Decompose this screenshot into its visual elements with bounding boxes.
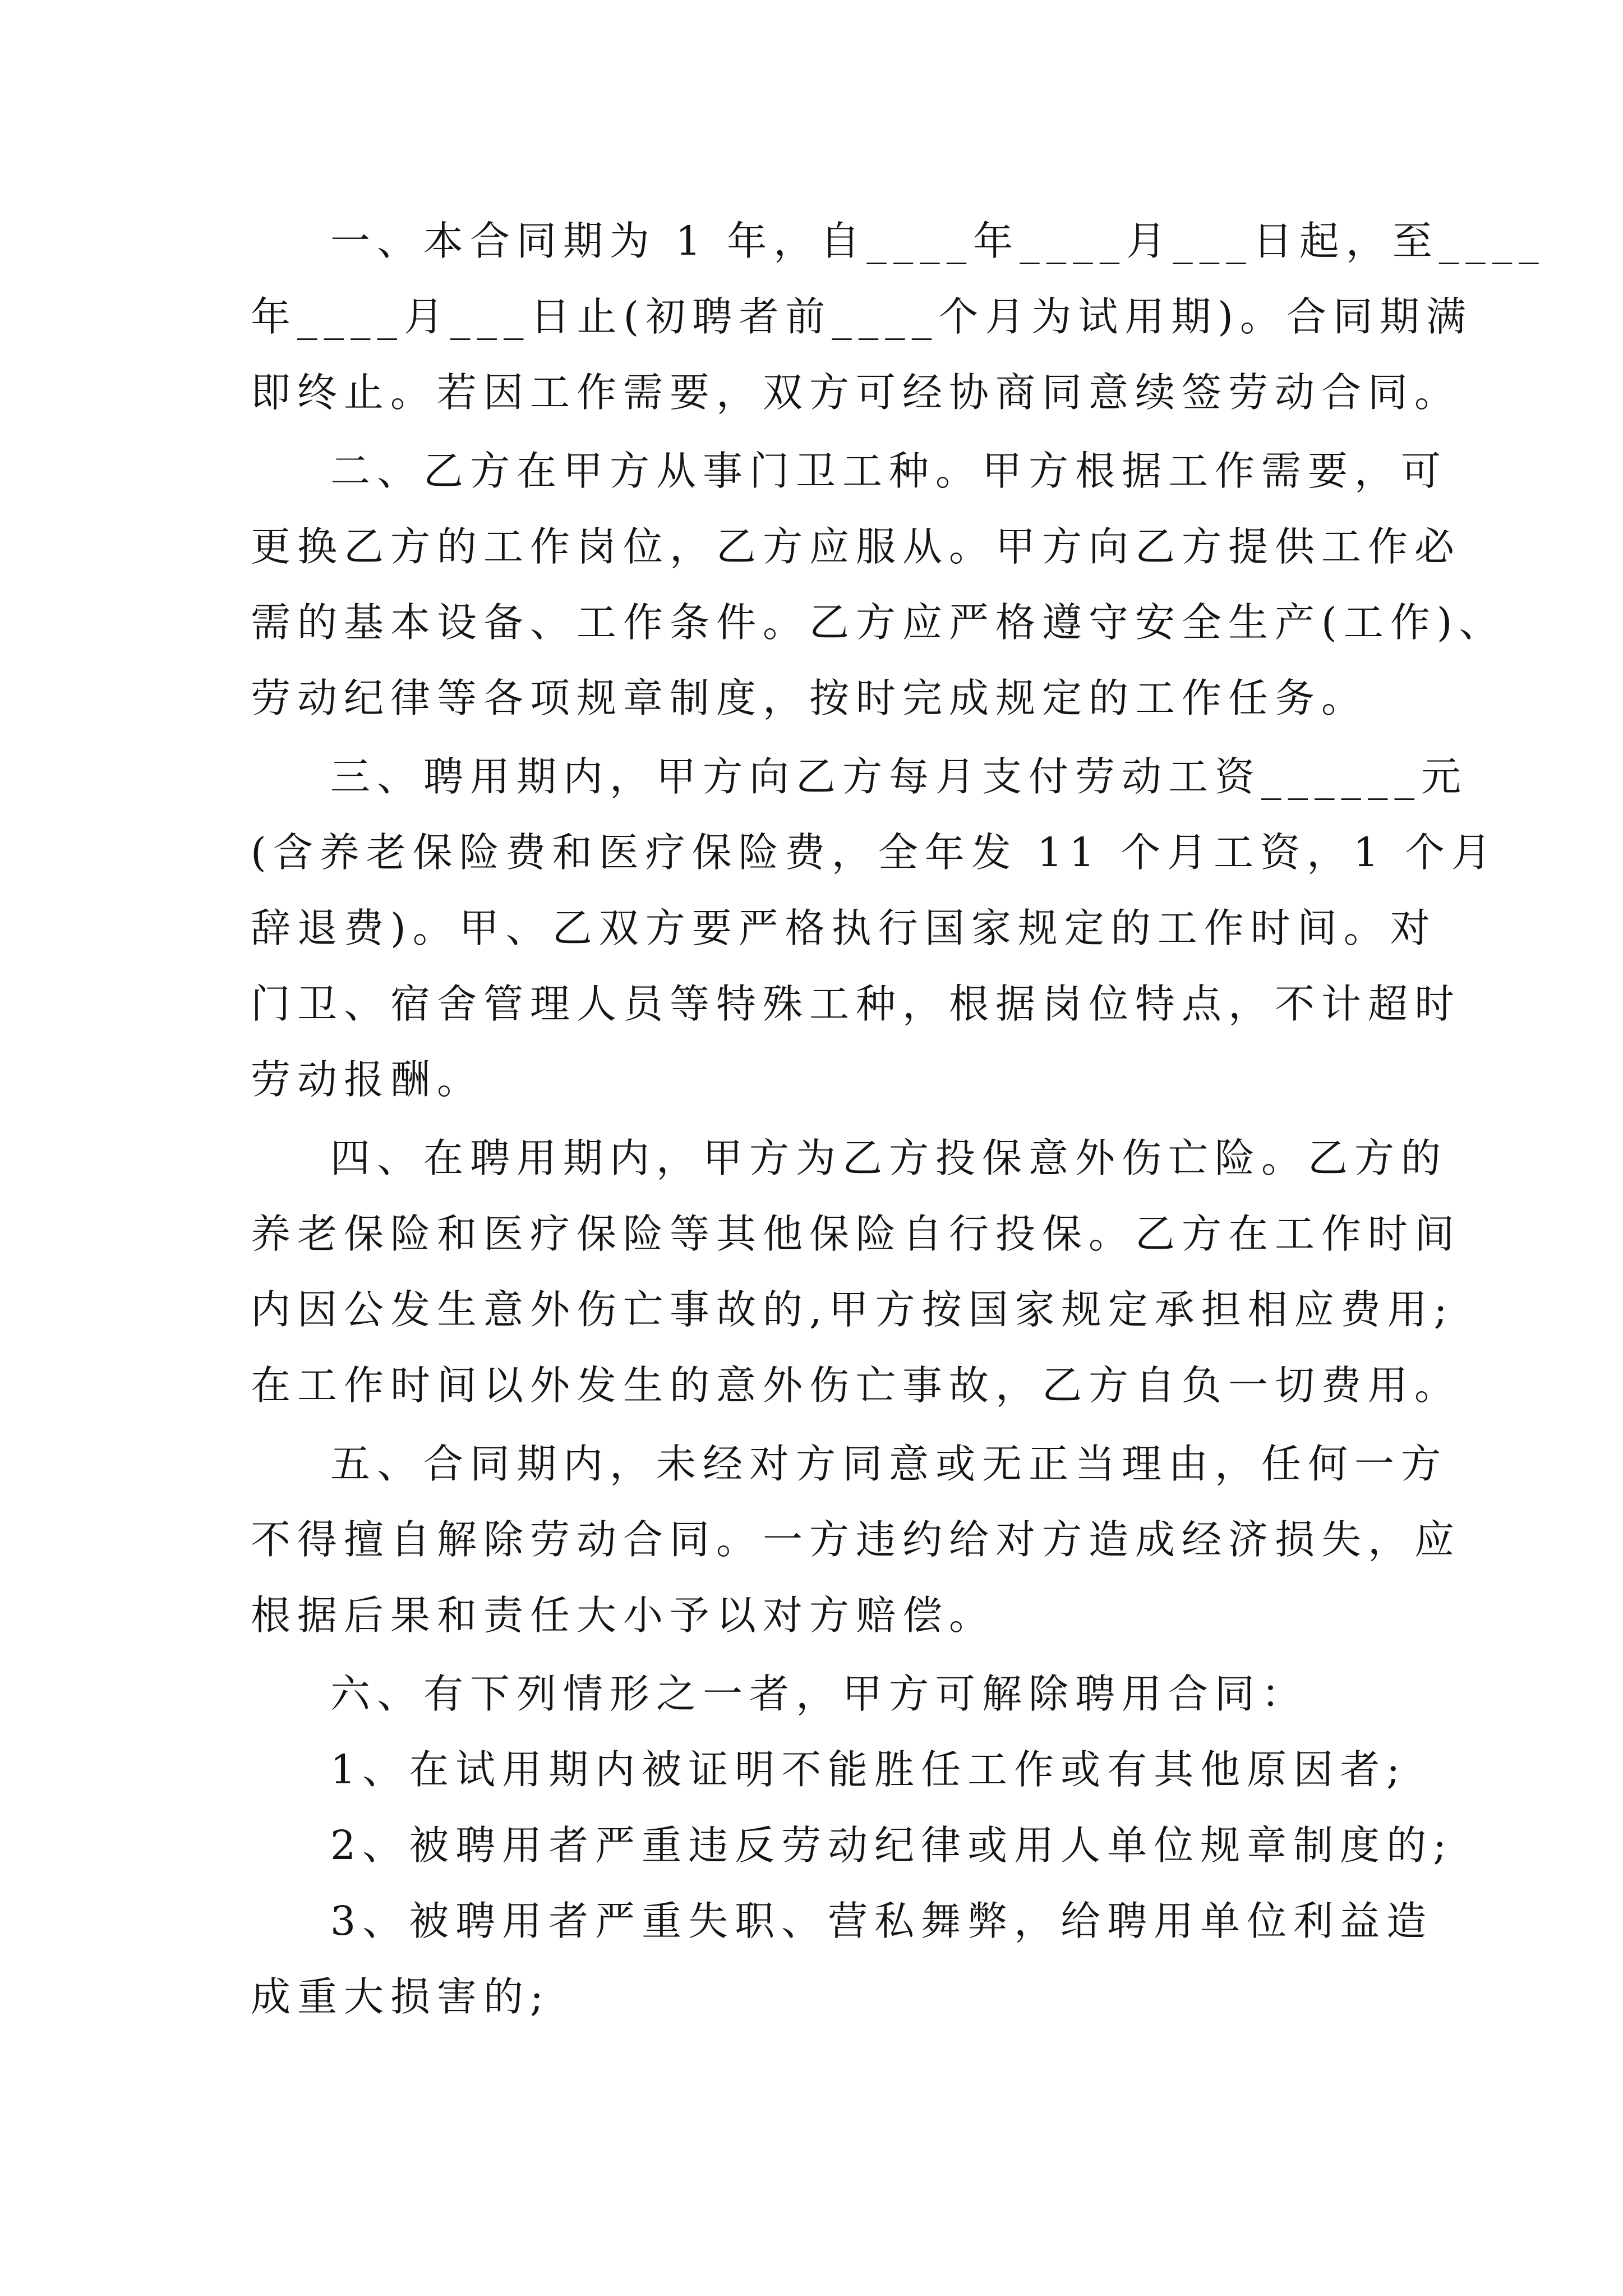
clause-5-line-1: 五、合同期内，未经对方同意或无正当理由，任何一方 <box>330 1441 1448 1487</box>
clause-3-line-5: 劳动报酬。 <box>251 1056 484 1103</box>
clause-3-line-3: 辞退费)。甲、乙双方要严格执行国家规定的工作时间。对 <box>251 905 1437 951</box>
clause-4-line-2: 养老保险和医疗保险等其他保险自行投保。乙方在工作时间 <box>251 1211 1461 1257</box>
clause-6-heading: 六、有下列情形之一者，甲方可解除聘用合同： <box>330 1671 1308 1717</box>
clause-6-item-2: 2、被聘用者严重违反劳动纪律或用人单位规章制度的; <box>330 1822 1454 1869</box>
clause-3-line-2: (含养老保险费和医疗保险费，全年发 11 个月工资，1 个月 <box>251 829 1498 876</box>
clause-5-line-2: 不得擅自解除劳动合同。一方违约给对方造成经济损失，应 <box>251 1516 1461 1563</box>
clause-3-line-1: 三、聘用期内，甲方向乙方每月支付劳动工资______元 <box>330 753 1468 800</box>
clause-4-line-3: 内因公发生意外伤亡事故的,甲方按国家规定承担相应费用; <box>251 1286 1454 1333</box>
clause-1-line-2: 年____月___日止(初聘者前____个月为试用期)。合同期满 <box>251 293 1473 340</box>
clause-5-line-3: 根据后果和责任大小予以对方赔偿。 <box>251 1592 996 1639</box>
clause-1-line-3: 即终止。若因工作需要，双方可经协商同意续签劳动合同。 <box>251 369 1461 416</box>
clause-2-line-4: 劳动纪律等各项规章制度，按时完成规定的工作任务。 <box>251 675 1368 721</box>
clause-4-line-4: 在工作时间以外发生的意外伤亡事故，乙方自负一切费用。 <box>251 1362 1461 1409</box>
clause-1-line-1: 一、本合同期为 1 年，自____年____月___日起，至____ <box>330 218 1546 264</box>
clause-4-line-1: 四、在聘用期内，甲方为乙方投保意外伤亡险。乙方的 <box>330 1135 1448 1181</box>
clause-2-line-1: 二、乙方在甲方从事门卫工种。甲方根据工作需要，可 <box>330 448 1448 494</box>
clause-3-line-4: 门卫、宿舍管理人员等特殊工种，根据岗位特点，不计超时 <box>251 981 1461 1027</box>
clause-2-line-2: 更换乙方的工作岗位，乙方应服从。甲方向乙方提供工作必 <box>251 523 1461 570</box>
clause-6-item-1: 1、在试用期内被证明不能胜任工作或有其他原因者; <box>330 1746 1407 1793</box>
clause-2-line-3: 需的基本设备、工作条件。乙方应严格遵守安全生产(工作)、 <box>251 599 1506 646</box>
clause-6-item-3-line-2: 成重大损害的; <box>251 1973 550 2020</box>
clause-6-item-3-line-1: 3、被聘用者严重失职、营私舞弊，给聘用单位利益造 <box>330 1898 1433 1944</box>
